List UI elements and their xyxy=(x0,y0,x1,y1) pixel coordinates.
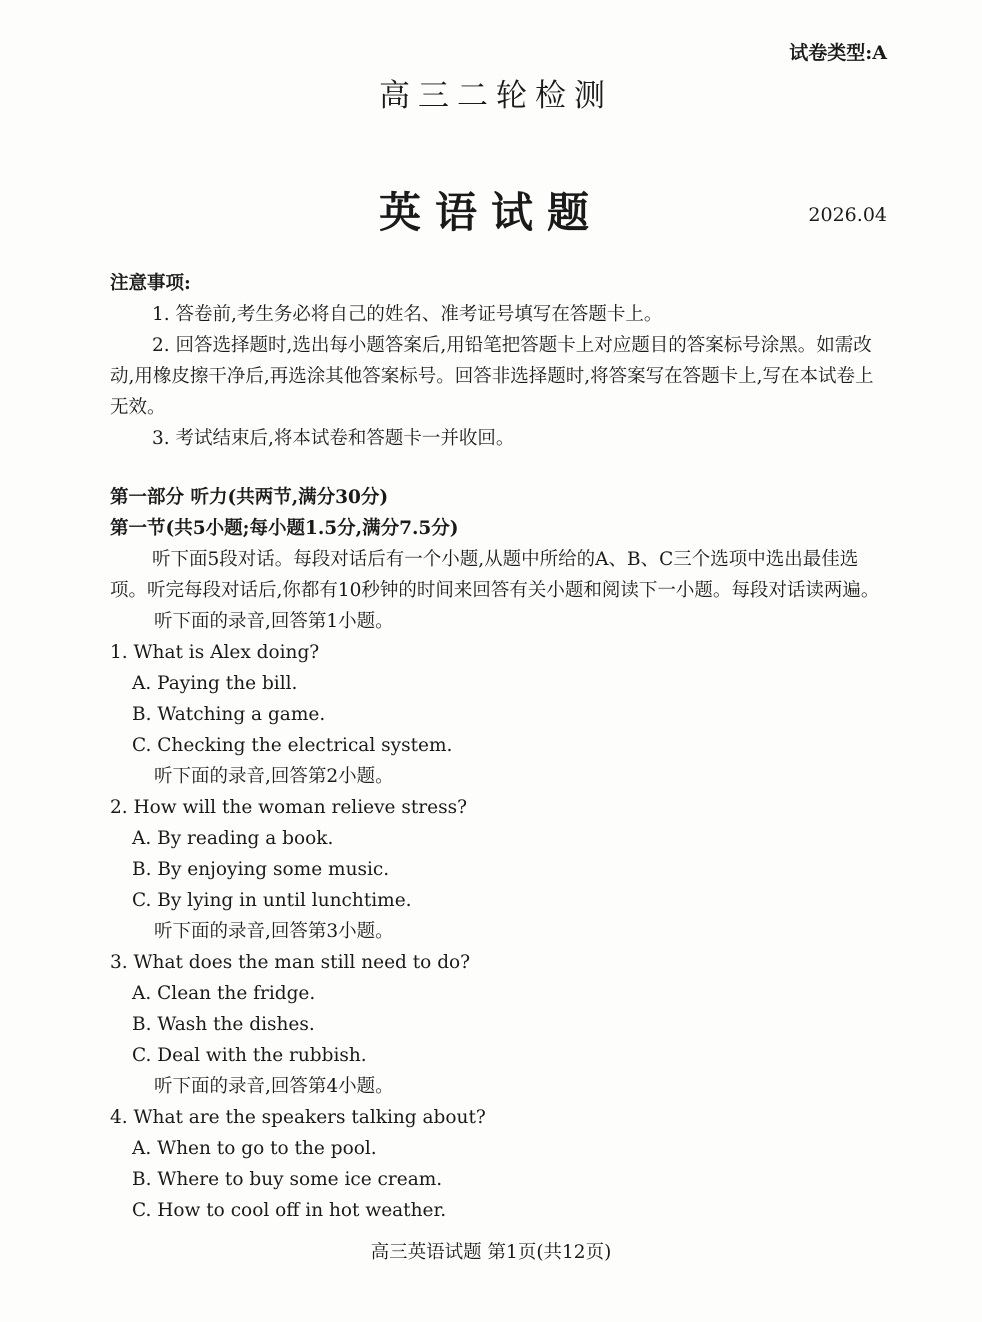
listen-instruction: 听下面的录音,回答第1小题。 xyxy=(154,611,394,632)
section-instructions: 听下面5段对话。每段对话后有一个小题,从题中所给的A、B、C三个选项中选出最佳选项。听完每段对话后,你都有10秒钟的时间来回答有关小题和阅读下一小题。每段对话读两遍。 xyxy=(110,549,880,601)
answer-option: B. Where to buy some ice cream. xyxy=(132,1169,443,1190)
part-title: 第一部分 听力(共两节,满分30分) xyxy=(110,487,389,508)
answer-option: C. How to cool off in hot weather. xyxy=(132,1200,447,1221)
answer-option: C. Deal with the rubbish. xyxy=(132,1045,367,1066)
section-title: 第一节(共5小题;每小题1.5分,满分7.5分) xyxy=(110,518,459,539)
answer-option: C. By lying in until lunchtime. xyxy=(132,890,412,911)
notes-title: 注意事项: xyxy=(110,273,191,294)
page-title: 英语试题 xyxy=(378,188,603,237)
listen-instruction: 听下面的录音,回答第3小题。 xyxy=(154,921,394,942)
answer-option: A. Clean the fridge. xyxy=(132,983,316,1004)
listening-section xyxy=(110,482,890,1226)
answer-option: A. When to go to the pool. xyxy=(132,1138,377,1159)
answer-option: B. Watching a game. xyxy=(132,704,326,725)
listen-instruction: 听下面的录音,回答第2小题。 xyxy=(154,766,394,787)
note-item: 3. 考试结束后,将本试卷和答题卡一并收回。 xyxy=(152,428,515,449)
answer-option: B. Wash the dishes. xyxy=(132,1014,315,1035)
page-footer: 高三英语试题 第1页(共12页) xyxy=(370,1242,612,1263)
notes-section xyxy=(110,268,890,454)
question-stem: 4. What are the speakers talking about? xyxy=(110,1107,486,1128)
answer-option: B. By enjoying some music. xyxy=(132,859,390,880)
answer-option: A. Paying the bill. xyxy=(132,673,298,694)
paper-type-label: 试卷类型:A xyxy=(789,42,887,64)
exam-round-title: 高三二轮检测 xyxy=(379,78,613,114)
note-item: 2. 回答选择题时,选出每小题答案后,用铅笔把答题卡上对应题目的答案标号涂黑。如需改动,用橡皮擦干净后,再选涂其他答案标号。回答非选择题时,将答案写在答题卡上,写在本试卷上无效。 xyxy=(110,335,874,418)
note-item: 1. 答卷前,考生务必将自己的姓名、准考证号填写在答题卡上。 xyxy=(152,304,663,325)
listen-instruction: 听下面的录音,回答第4小题。 xyxy=(154,1076,394,1097)
question-stem: 3. What does the man still need to do? xyxy=(110,952,471,973)
exam-date: 2026.04 xyxy=(808,204,887,226)
question-stem: 1. What is Alex doing? xyxy=(110,642,320,663)
answer-option: C. Checking the electrical system. xyxy=(132,735,453,756)
answer-option: A. By reading a book. xyxy=(132,828,334,849)
question-stem: 2. How will the woman relieve stress? xyxy=(110,797,467,818)
